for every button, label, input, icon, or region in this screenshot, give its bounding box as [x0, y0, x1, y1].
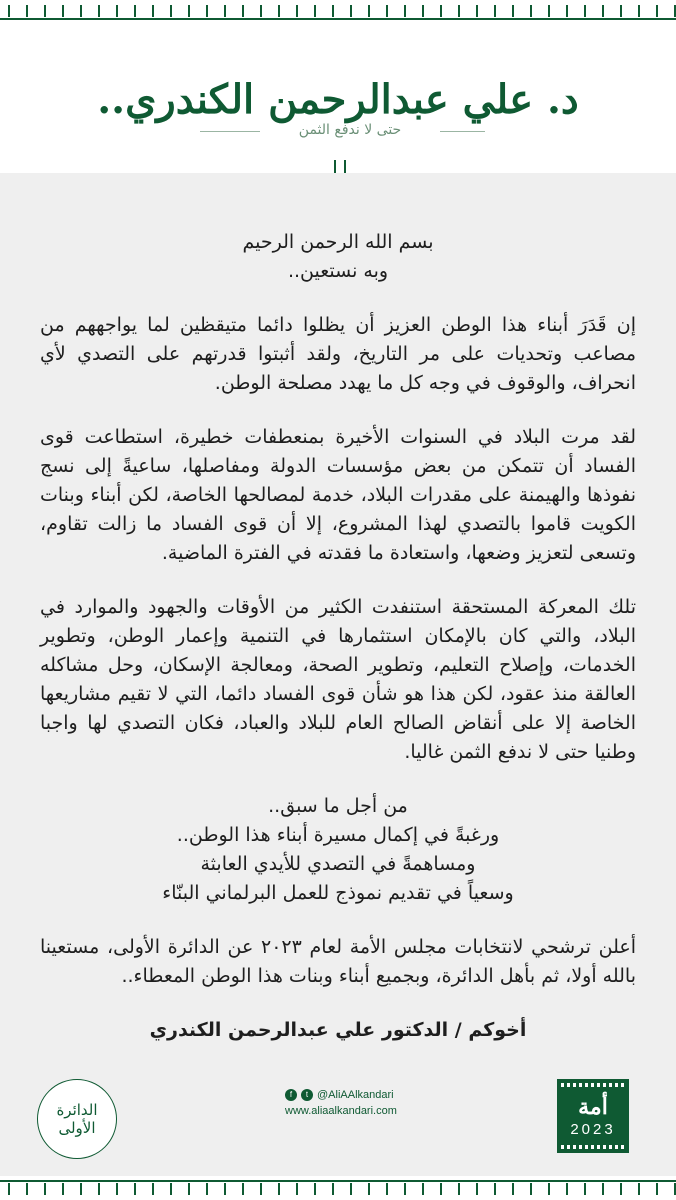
district-badge-line1: الدائرة: [56, 1101, 98, 1119]
intention-line: وسعياً في تقديم نموذج للعمل البرلماني البنّاء: [162, 882, 514, 904]
umma-word: أمة: [578, 1093, 608, 1120]
twitter-icon: t: [301, 1089, 313, 1101]
paragraph-2: لقد مرت البلاد في السنوات الأخيرة بمنعطفات خطيرة، استطاعت قوى الفساد أن تتمكن من بعض مؤسسات الدولة ومفاصلها، ساعيةً إلى نسج نفوذها والهيمنة على مقدرات البلاد، خدمة لمصالحها الخاصة، لكن أبناء وبنات الكويت قاموا بالتصدي لهذا المشروع، إلا أن قوى الفساد ما زالت تقاوم، وتسعى لتعزيز وضعها، واستعادة ما فقدته في الفترة الماضية.: [40, 426, 636, 564]
basmala: بسم الله الرحمن الرحيم: [242, 231, 434, 253]
facebook-icon: f: [285, 1089, 297, 1101]
contact-info: [285, 1089, 445, 1117]
seeking-help-line: وبه نستعين..: [287, 260, 389, 282]
bottom-pattern-border: [0, 1178, 676, 1200]
opening-lines: [40, 228, 636, 286]
district-badge: [37, 1079, 117, 1159]
letter-body: [40, 228, 636, 1070]
campaign-slogan: حتى لا ندفع الثمن: [298, 122, 402, 138]
intention-line: من أجل ما سبق..: [268, 795, 408, 817]
top-pattern-border: [0, 0, 676, 22]
paragraph-1: إن قَدَرَ أبناء هذا الوطن العزيز أن يظلوا دائما متيقظين لما يواجههم من مصاعب وتحديات على مر التاريخ، ولقد أثبتوا قدرتهم على التصدي لأي انحراف، والوقوف في وجه كل ما يهدد مصلحة الوطن.: [40, 314, 636, 394]
website-link[interactable]: www.aliaalkandari.com: [285, 1105, 397, 1117]
intentions-block: [40, 792, 636, 908]
intention-line: ورغبةً في إكمال مسيرة أبناء هذا الوطن..: [176, 824, 500, 846]
intention-line: ومساهمةً في التصدي للأيدي العابثة: [200, 853, 476, 875]
social-row: [285, 1089, 445, 1101]
candidacy-announcement: أعلن ترشحي لانتخابات مجلس الأمة لعام ٢٠٢٣ عن الدائرة الأولى، مستعينا بالله أولا، ثم بأهل الدائرة، وبجميع أبناء وبنات هذا الوطن المعطاء..: [40, 936, 636, 987]
logo-bottom-pattern: [561, 1145, 625, 1149]
district-badge-line2: الأولى: [58, 1119, 96, 1137]
umma-2023-logo: [557, 1079, 629, 1153]
signature: أخوكم / الدكتور علي عبدالرحمن الكندري: [149, 1019, 527, 1041]
logo-top-pattern: [561, 1083, 625, 1087]
page-header: [0, 60, 676, 170]
paragraph-3: تلك المعركة المستحقة استنفدت الكثير من الأوقات والجهود والموارد في البلاد، والتي كان بالإمكان استثمارها في التنمية وإعمار الوطن، وتطوير الخدمات، وإصلاح التعليم، وتطوير الصحة، ومعالجة الإسكان، وحل مشاكله العالقة منذ عقود، لكن هذا هو شأن قوى الفساد دائما، التي لا تقيم مشاريعها الخاصة إلا على أنقاض الصالح العام للبلاد والعباد، فكان التصدي لها واجبا وطنيا حتى لا ندفع الثمن غاليا.: [40, 596, 636, 763]
letter-panel: [0, 173, 676, 1176]
footer: [0, 1075, 676, 1175]
candidate-name: د. علي عبدالرحمن الكندري..: [97, 76, 579, 123]
slogan-divider-right: [440, 131, 485, 132]
social-handle[interactable]: @AliAAlkandari: [317, 1089, 394, 1101]
umma-year: 2023: [570, 1120, 616, 1138]
